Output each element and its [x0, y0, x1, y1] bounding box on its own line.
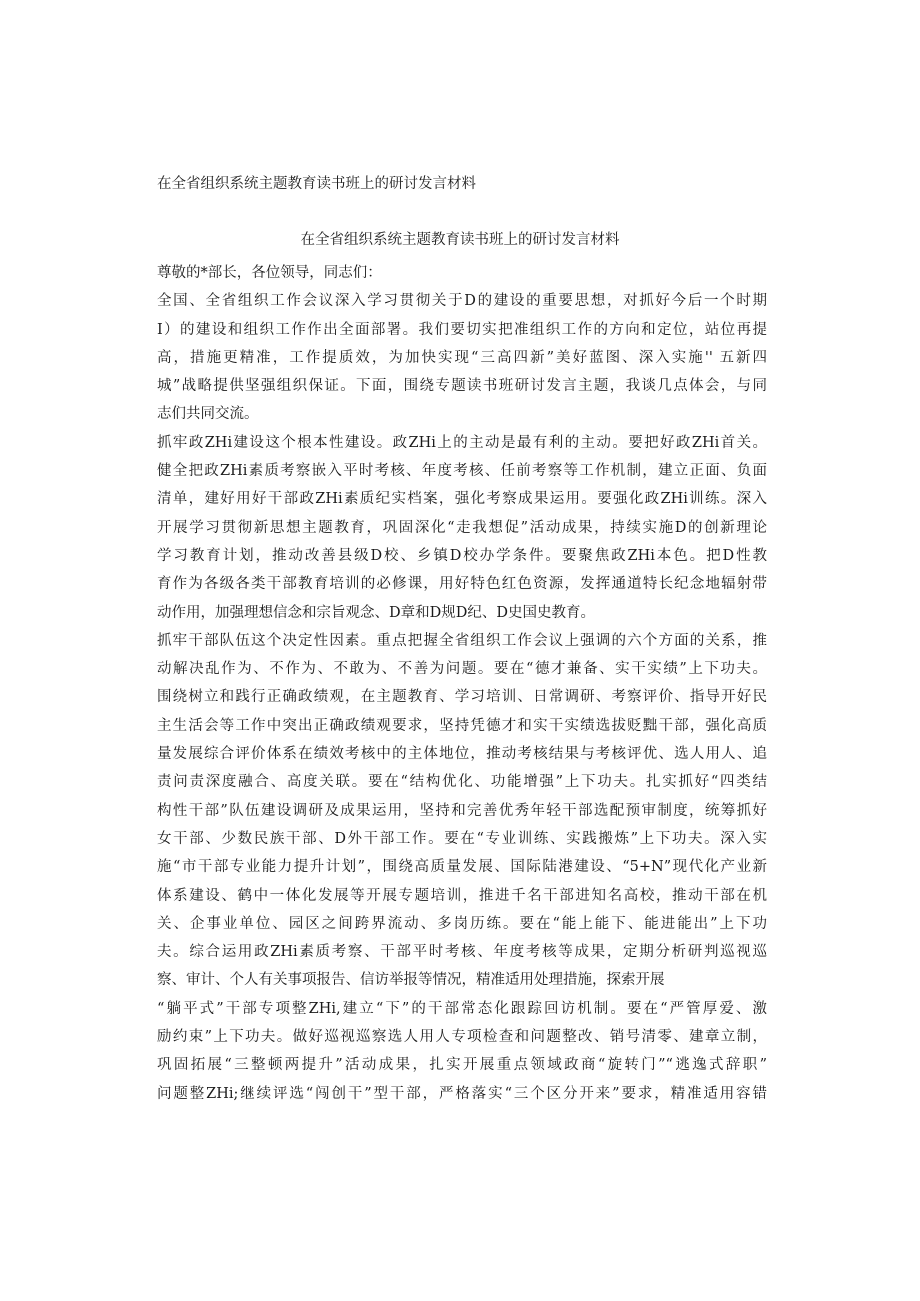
text-line: 高，措施更精准，工作提质效，为加快实现“三高四新”美好蓝图、深入实施'' 五新四 [157, 349, 767, 366]
text-line: 关、企事业单位、园区之间跨界流动、多岗历练。要在“能上能下、能进能出”上下功 [157, 915, 767, 932]
text-line: 施“市干部专业能力提升计划”，围绕高质量发展、国际陆港建设、“5+N”现代化产业新 [157, 859, 767, 876]
document-title-text: 在全省组织系统主题教育读书班上的研讨发言材料 [300, 232, 620, 248]
text-line: 健全把政ZHi素质考察嵌入平时考核、年度考核、任前考察等工作机制，建立正面、负面 [157, 463, 767, 480]
salutation: 尊敬的*部长，各位领导，同志们： [157, 265, 382, 281]
document-title [0, 230, 920, 250]
text-line: I）的建设和组织工作作出全面部署。我们要切实把准组织工作的方向和定位，站位再提 [157, 321, 767, 338]
text-line: 察、审计、个人有关事项报告、信访举报等情况，精准适用处理措施，探索开展 [157, 972, 665, 989]
document-body [157, 259, 767, 1108]
text-line: 主生活会等工作中突出正确政绩观要求，坚持凭德才和实干实绩选拔贬黜干部，强化高质 [157, 717, 767, 734]
text-line: 构性干部”队伍建设调研及成果运用，坚持和完善优秀年轻干部选配预审制度，统筹抓好 [157, 802, 767, 819]
text-line: 城”战略提供坚强组织保证。下面，围绕专题读书班研讨发言主题，我谈几点体会，与同 [157, 378, 767, 395]
text-line: 学习教育计划，推动改善县级D校、乡镇D校办学条件。要聚焦政ZHi本色。把D性教 [157, 547, 767, 564]
text-line: 抓牢政ZHi建设这个根本性建设。政ZHi上的主动是最有利的主动。要把好政ZHi首关。 [157, 434, 767, 451]
text-line: 问题整ZHi;继续评选“闯创干”型干部，严格落实“三个区分开来”要求，精准适用容错 [157, 1085, 767, 1102]
text-line: 女干部、少数民族干部、D外干部工作。要在“专业训练、实践搬炼”上下功夫。深入实 [157, 830, 767, 847]
text-line: 责问责深度融合、高度关联。要在“结构优化、功能增强”上下功夫。扎实抓好“四类结 [157, 774, 767, 791]
text-line: 抓牢干部队伍这个决定性因素。重点把握全省组织工作会议上强调的六个方面的关系，推 [157, 632, 767, 649]
paragraph [157, 287, 767, 428]
paragraph [157, 627, 767, 1108]
text-line: “躺平式”干部专项整ZHi,建立“下”的干部常态化跟踪回访机制。要在“严管厚爱、激 [157, 1000, 767, 1017]
text-line: 夫。综合运用政ZHi素质考察、干部平时考核、年度考核等成果，定期分析研判巡视巡 [157, 944, 767, 961]
text-line: 巩固拓展“三整顿两提升”活动成果，扎实开展重点领域政商“旋转门”“逃逸式辞职” [157, 1057, 767, 1074]
text-line: 志们共同交流。 [157, 406, 259, 423]
text-line: 清单，建好用好干部政ZHi素质纪实档案，强化考察成果运用。要强化政ZHi训练。深入 [157, 491, 767, 508]
paragraph [157, 429, 767, 627]
text-line: 育作为各级各类干部教育培训的必修课，用好特色红色资源，发挥通道特长纪念地辐射带 [157, 576, 767, 593]
text-line: 全国、全省组织工作会议深入学习贯彻关于D的建设的重要思想，对抓好今后一个时期 [157, 293, 767, 310]
text-line: 励约束”上下功夫。做好巡视巡察选人用人专项检查和问题整改、销号清零、建章立制， [157, 1029, 767, 1046]
text-line: 开展学习贯彻新思想主题教育，巩固深化“走我想促”活动成果，持续实施D的创新理论 [157, 519, 767, 536]
text-line: 动作用，加强理想信念和宗旨观念、D章和D规D纪、D史国史教育。 [157, 604, 595, 621]
text-line: 动解决乱作为、不作为、不敢为、不善为问题。要在“德才兼备、实干实绩”上下功夫。 [157, 661, 767, 678]
text-line: 量发展综合评价体系在绩效考核中的主体地位，推动考核结果与考核评优、选人用人、追 [157, 746, 767, 763]
text-line: 围绕树立和践行正确政绩观，在主题教育、学习培训、日常调研、考察评价、指导开好民 [157, 689, 767, 706]
page-header-title: 在全省组织系统主题教育读书班上的研讨发言材料 [157, 176, 476, 192]
text-line: 体系建设、鹤中一体化发展等开展专题培训，推进千名干部进知名高校，推动干部在机 [157, 887, 767, 904]
